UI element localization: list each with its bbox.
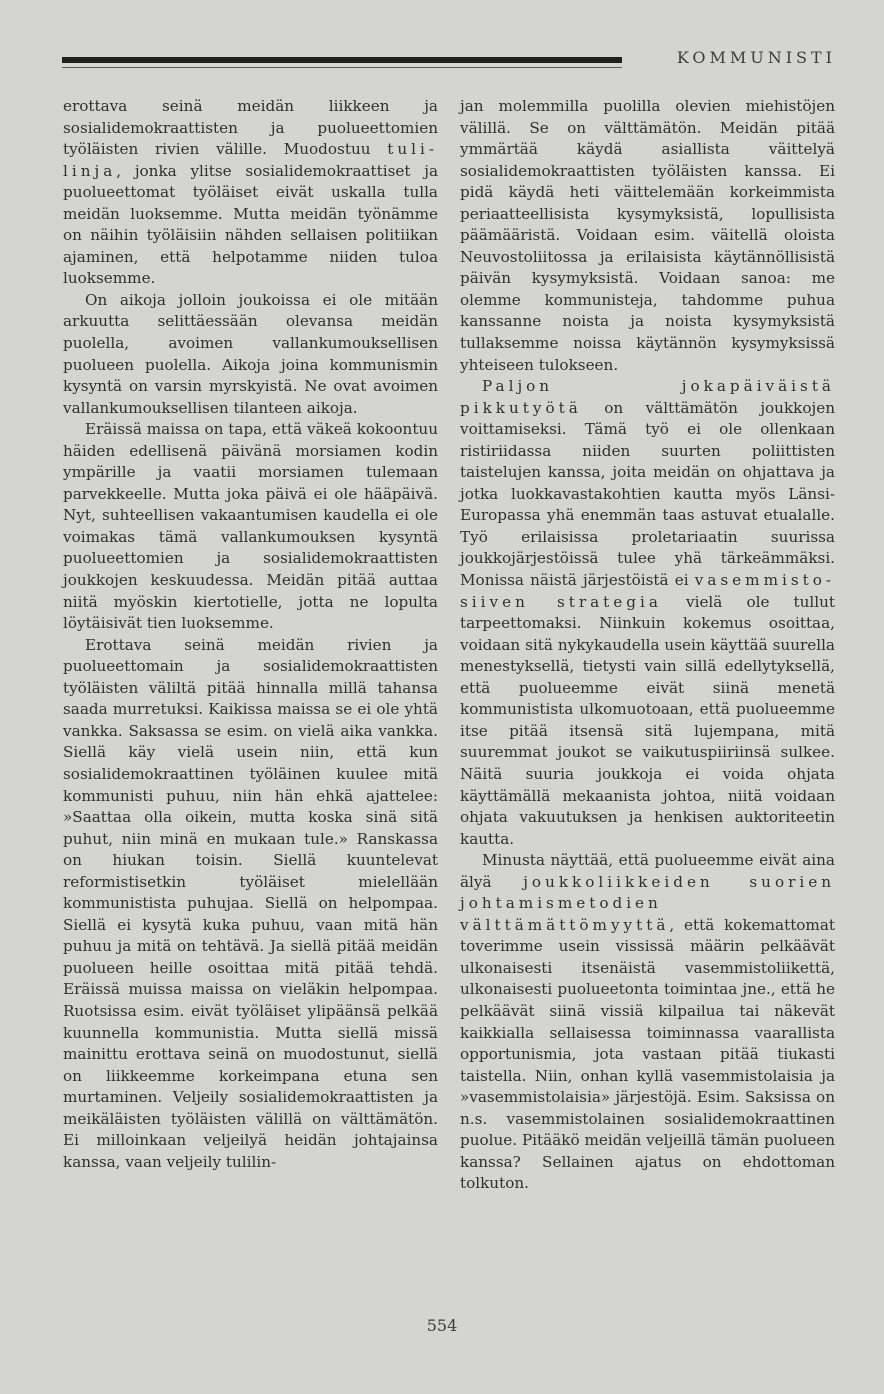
left-paragraph-1 bbox=[63, 96, 438, 290]
text-run: on välttämätön joukkojen voittamiseksi. Tämä työ ei ole ollenkaan ristiriidassa niiden suurten poliittisten taistelujen kanssa, joita meidän on ohjattava ja jotka luokkavastakohtien kautta myös Länsi-Europassa yhä enemmän taas astuvat etualalle. Työ erilaisissa proletariaatin suurissa joukkojärjestöissä tulee yhä tärkeämmäksi. Monissa näistä järjestöistä ei bbox=[460, 398, 835, 590]
text-run: Minusta näyttää, että puolueemme eivät aina älyä bbox=[460, 851, 835, 891]
text-run: vielä ole tullut tarpeettomaksi. Niinkuin kokemus osoittaa, voidaan sitä nykykaudella usein käyttää suurella menestyksellä, tietysti vain sillä edellytyksellä, että puolueemme eivät siinä menetä kommunistista ulkomuotoaan, että puolueemme itse pitää itsensä sitä lujempana, mitä suuremmat joukot se vaikutuspiiriinsä sulkee. Näitä suuria joukkoja ei voida ohjata käyttämällä mekaanista johtoa, niitä voidaan ohjata vakuutuksen ja henkisen auktoriteetin kautta. bbox=[460, 592, 836, 848]
left-paragraph-4: Erottava seinä meidän rivien ja puolueettomain ja sosialidemokraattisten työläisten väliltä pitää hinnalla millä tahansa saada murretuksi. Kaikissa maissa se ei ole yhtä vankka. Saksassa se esim. on vielä aika vankka. Siellä käy vielä usein niin, että kun sosialidemokraattinen työläinen kuulee mitä kommunisti puhuu, niin hän ehkä ajattelee: »Saattaa olla oikein, mutta koska sinä sitä puhut, niin minä en mukaan tule.» Ranskassa on hiukan toisin. Siellä kuuntelevat reformistisetkin työläiset mielellään kommunistista puhujaa. Siellä on helpompaa. Siellä ei kysytä kuka puhuu, vaan mitä hän puhuu ja mitä on tehtävä. Ja siellä pitää meidän puolueen heille osoittaa mitä pitää tehdä. Eräissä muissa maissa on vieläkin helpompaa. Ruotsissa esim. eivät työläiset ylipäänsä pelkää kuunnella kommunistia. Mutta siellä missä mainittu erottava seinä on muodostunut, siellä on liikkeemme korkeimpana etuna sen murtaminen. Veljeily sosialidemokraattisten ja meikäläisten työläisten välillä on välttämätön. Ei milloinkaan veljeilyä heidän johtajainsa kanssa, vaan veljeily tulilin- bbox=[63, 635, 438, 1171]
text-run: erottava seinä meidän liikkeen ja sosialidemokraattisten ja puolueettomien työläisten rivien välille. Muodostuu bbox=[63, 97, 438, 159]
right-column bbox=[460, 96, 835, 1195]
right-paragraph-2 bbox=[460, 376, 835, 850]
header-rule bbox=[62, 57, 622, 63]
left-paragraph-2: On aikoja jolloin joukoissa ei ole mitään arkuutta selittäessään olevansa meidän puolella, avoimen vallankumouksellisen puolueen puolella. Aikoja joina kommunismin kysyntä on varsin myrskyistä. Ne ovat avoimen vallankumouksellisen tilanteen aikoja. bbox=[63, 290, 438, 417]
running-head: KOMMUNISTI bbox=[676, 48, 836, 67]
left-paragraph-3: Eräissä maissa on tapa, että väkeä kokoontuu häiden edellisenä päivänä morsiamen kodin ympärille ja vaatii morsiamen tulemaan parvekkeelle. Mutta joka päivä ei ole hääpäivä. Nyt, suhteellisen vakaantumisen kaudella ei ole voimakas tämä vallankumouksen kysyntä puolueettomien ja sosialidemokraattisten joukkojen keskuudessa. Meidän pitää auttaa niitä myöskin kiertotielle, jotta ne lopulta löytäisivät tien luoksemme. bbox=[63, 420, 438, 633]
page-number: 554 bbox=[426, 1316, 458, 1335]
text-run: , jonka ylitse sosialidemokraattiset ja puolueettomat työläiset eivät uskalla tulla meidän luoksemme. Mutta meidän työnämme on näihin työläisiin nähden sellaisen politiikan ajaminen, että helpotamme niiden tuloa luoksemme. bbox=[63, 161, 438, 288]
header-rule-thin bbox=[62, 67, 622, 68]
emphasis-spaced: Paljon jokapäiväistä pikkutyötä bbox=[460, 377, 835, 417]
left-column bbox=[63, 96, 438, 1173]
emphasis-spaced: joukkoliikkeiden suorien johtamismetodien välttämättömyyttä bbox=[460, 872, 835, 934]
right-paragraph-3 bbox=[460, 850, 835, 1195]
emphasis-spaced: tuli-linja bbox=[63, 140, 438, 180]
emphasis-spaced: vasemmisto-siiven strategia bbox=[460, 571, 835, 611]
text-run: , että kokemattomat toverimme usein vississä määrin pelkäävät ulkonaisesti itsenäistä vasemmistoliikettä, ulkonaisesti puolueetonta toimintaa jne., että he pelkäävät siinä vissiä kilpailua tai näkevät kaikkialla sellaisessa toiminnassa vaarallista opportunismia, jota vastaan pitää tiukasti taistella. Niin, onhan kyllä vasemmistolaisia ja »vasemmistolaisia» järjestöjä. Esim. Saksissa on n.s. vasemmistolainen sosialidemokraattinen puolue. Pitääkö meidän veljeillä tämän puolueen kanssa? Sellainen ajatus on ehdottoman tolkuton. bbox=[460, 915, 835, 1193]
right-paragraph-1: jan molemmilla puolilla olevien miehistöjen välillä. Se on välttämätön. Meidän pitää ymmärtää käydä asiallista väittelyä sosialidemokraattisten työläisten kanssa. Ei pidä käydä heti väittelemään korkeimmista periaatteellisista kysymyksistä, lopullisista päämääristä. Voidaan esim. väitellä oloista Neuvostoliitossa ja erilaisista käytännöllisistä päivän kysymyksistä. Voidaan sanoa: me olemme kommunisteja, tahdomme puhua kanssanne noista ja noista kysymyksistä tullaksemme noissa käytännön kysymyksissä yhteiseen tulokseen. bbox=[460, 97, 835, 374]
